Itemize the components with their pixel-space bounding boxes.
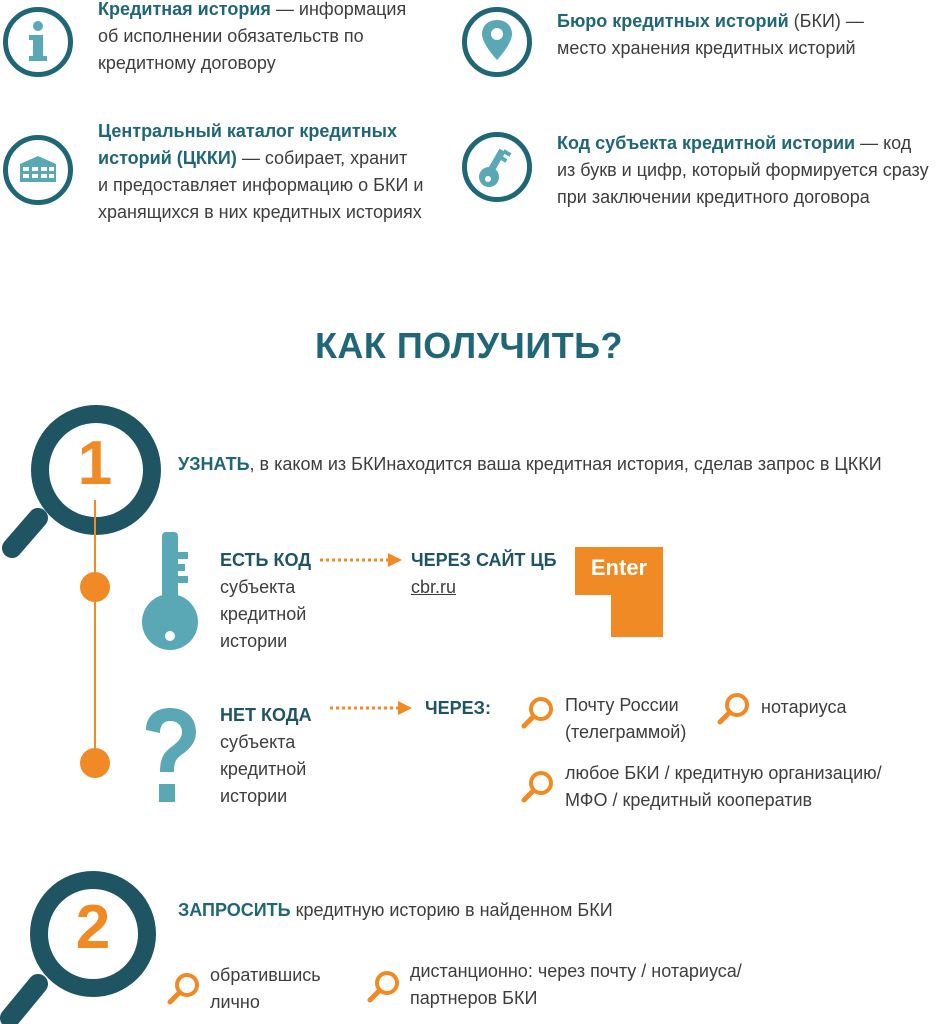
step2-number: 2 [75,893,111,962]
definition-central-catalog: Центральный каталог кредитных историй (ЦККИ) — собирает, хранит и предоставляет информацию о БКИ и хранящихся в них кредитных историях [98,121,424,222]
question-mark-icon [140,706,200,806]
building-badge [3,135,73,205]
key-badge [462,132,532,202]
search-icon [520,694,556,730]
step1-number: 1 [77,429,113,498]
location-pin-icon [467,12,527,72]
key-icon [467,137,527,197]
search-icon [716,690,752,726]
search-icon [166,970,202,1006]
via-label: ЧЕРЕЗ: [425,698,491,718]
option-notary: нотариуса [761,697,847,717]
enter-key-button[interactable]: Enter [575,547,663,637]
cbr-link[interactable]: cbr.ru [411,577,457,597]
how-to-get-heading: КАК ПОЛУЧИТЬ? [314,325,624,366]
option-remote: дистанционно: через почту / нотариуса/ партнеров БКИ [410,961,742,1008]
definition-credit-history: Кредитная история — информация об исполнении обязательств по кредитному договору [98,0,407,73]
timeline-dot-no-code [80,748,110,778]
option-any-bureau: любое БКИ / кредитную организацию/ МФО / кредитный кооператив [565,763,882,810]
definition-subject-code: Код субъекта кредитной истории — код из букв и цифр, который формируется сразу при заключении кредитного договора [557,133,929,207]
definition-credit-bureau: Бюро кредитных историй (БКИ) — место хранения кредитных историй [557,11,864,58]
step2-description: ЗАПРОСИТЬ кредитную историю в найденном БКИ [178,900,613,920]
search-icon [366,968,402,1004]
timeline-dot-has-code [80,572,110,602]
step1-description: УЗНАТЬ, в каком из БКИнаходится ваша кредитная история, сделав запрос в ЦККИ [178,454,882,474]
arrow-has-code-icon [318,552,403,568]
key-large-icon [140,530,210,655]
info-icon [8,12,68,72]
option-in-person: обратившись лично [210,965,321,1012]
building-icon [8,140,68,200]
step1-timeline [94,500,96,765]
search-icon [520,768,556,804]
has-code-block: ЕСТЬ КОД субъекта кредитной истории [220,550,312,651]
pin-badge [462,7,532,77]
arrow-no-code-icon [328,700,413,716]
via-cb-site-block: ЧЕРЕЗ САЙТ ЦБ cbr.ru [411,550,557,597]
option-russian-post: Почту России (телеграммой) [565,695,687,742]
no-code-block: НЕТ КОДА субъекта кредитной истории [220,705,312,806]
info-badge [3,7,73,77]
